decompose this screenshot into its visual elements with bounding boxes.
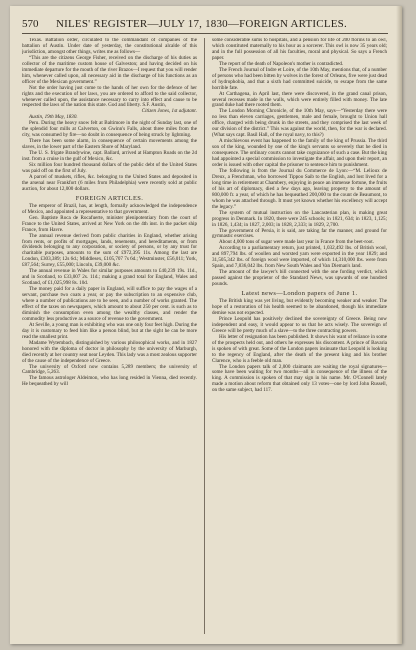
- signature: Citizen Jones, 1st adjutant.: [141, 108, 197, 115]
- paragraph: The university of Oxford now contains 5,289 members; the university of Cambridge, 5,263.: [22, 363, 197, 376]
- paragraph: Texas. Battalion order, circulated to the commandant of companies of the battalion of Austin. Under date of yesterday, the constitutional alcalde of this jurisdiction, amongst other things, writes me as follows—: [22, 38, 197, 55]
- paragraph: Prince Leopold has positively declined the sovereignty of Greece. Being now independent and easy, it would appear to us that he acts wisely. The sovereign of Greece will be pretty much of a slave—to the three contracting powers.: [212, 315, 387, 334]
- paragraph: At Seville, a young man is exhibiting who was one only four feet high. During the day it is customary to feed him like a person blind, but at the sight he can be more read the smallest print.: [22, 321, 197, 340]
- right-column: [212, 38, 387, 636]
- paragraph: The U. S. frigate Brandywine, capt. Ballard, arrived at Hampton Roads on the 2d inst. from a cruise in the gulf of Mexico, &c.: [22, 150, 197, 163]
- header-rule: [22, 33, 388, 34]
- paragraph: About 4,000 tons of sugar were made last year in France from the beet-root.: [219, 239, 374, 246]
- paragraph: Gen. Baptiste Roca de Rocafuerte, minister plenipotentiary from the court of France to the United States, arrived at New York on the 4th inst. in the packet ship France, from Havre.: [22, 214, 197, 233]
- paragraph: There has been some alarm, in consequence of certain movements among the slaves, in the lower part of the Eastern Shore of Maryland.: [22, 138, 197, 151]
- paragraph: The following is from the Journal du Commerce de Lyon:—“M. Lelioux de Dreux, a Frenchman, who borrowed Tippoo Saib to the English, and lost lived for a long time in retirement at Chambery, enjoying in peace an immense fortune, the fruits of his art of diplomacy, died a few days ago, leaving property to the amount of 800,000 fr. a year, of which he has bequeathed 200,000 to the count de Beaumont, to whom he was attached through. It must yet known whether his excellency will accept the legacy.”: [212, 167, 387, 210]
- page-gutter-shadow: [396, 6, 402, 644]
- paragraph: The system of mutual instruction on the Lancasterian plan, is making great progress in Denmark. In 1820, there were 245 schools; in 1821, 634; in 1823, 1,125; in 1826, 1,434; in 1827, 2,003; in 1828, 2,333; in 1829, 2,700.: [212, 209, 387, 228]
- paragraph: A parcel of muskets, rifles, &c. belonging to the United States and deposited in the arsenal near Frankfort (6 miles from Philadelphia) were recently sold at public auction, for about 12,000 dollars.: [22, 173, 197, 192]
- paragraph: The famous astrologer Aldeimon, who has long resided in Vienna, died recently. He bequeathed by will: [22, 375, 197, 388]
- page-header: [22, 18, 388, 32]
- paragraph: The annual revenue in Wales for similar purposes amounts to £40,239 19s. 11d., and in Scotland, to £33,007 2s. 11d.; making a grand total for England, Wales and Scotland, of £1,025,998 8s. 10d.: [22, 268, 197, 287]
- column-divider: [204, 38, 205, 634]
- section-heading: Latest news—London papers of June 1.: [241, 290, 358, 298]
- paragraph: The government of Persia, it is said, are taking far the manner, and ground for gymnastic exercises.: [212, 227, 387, 240]
- paragraph: According to a parliamentary return, just printed, 1,032,492 lbs. of British wool, and 897,794 lbs. of woollen and worsted yarn were exported in the year 1829; and 31,505,342 lbs. of foreign wool were imported, of which 14,310,000 lbs. were from Spain, and 7,836,042 lbs. from New South Wales and Van Dieman's land.: [212, 245, 387, 270]
- paragraph: The report of the death of Napoleon's mother is contradicted.: [219, 60, 344, 67]
- section-heading: FOREIGN ARTICLES.: [75, 194, 144, 202]
- paragraph: Not the order having just come to the hands of her own for the defence of her rights and the execution of her laws, you are ordered to afford to the said collector, whenever called upon, the assistance necessary to carry into effect and cause to be respected the laws of the nation this state. God and liberty. S.F. Austin,: [22, 84, 197, 109]
- paragraph: The London papers talk of 2,000 claimants are waiting the royal signatures—some have been waiting for two months—all in consequence of the illness of the king. A commission is spoken of that may sign in his name. Mr. O'Connell lately made a motion about reform that obtained only 13 votes—one by lord John Russell, on the same subject, had 117.: [212, 363, 387, 394]
- newspaper-page: [10, 6, 402, 644]
- left-column: [22, 38, 197, 636]
- paragraph: Six million four hundred thousand dollars of the public debt of the United States was paid off on the first of July.: [22, 162, 197, 174]
- paragraph: His letter of resignation has been published. It shows his want of reliance in some of the prospects held out, and others he expresses his discontent. A prince of Bavaria is spoken of with great. Some of the London papers insinuate that Leopold is looking to the regency of England, after the death of the present king and his brother Clarence, who is a feeble old man.: [212, 333, 387, 364]
- paragraph: The French Journal of Indre et Loire, of the 10th May, mentions that, of a number of persons who had been bitten by wolves in the forest of Orleans, five were just dead of hydrophobia, and that a sixth had committed suicide, to escape from the same horrible fate.: [212, 66, 387, 91]
- paragraph: The money paid for a daily paper in England, will suffice to pay the wages of a servant, purchase two coats a year, or pay the subscription to an expensive club, where a number of publications are to be seen, and a number of works granted. The effect of the taxes on newspapers, which amount to about 250 per cent. is such as to diminish the consumption even among the wealthy classes, and render the commodity less productive as a source of revenue to the government.: [22, 286, 197, 322]
- paragraph: The annual revenue derived from public charities in England, whether arising from rents, or profits of mortgages, lands, tenements, and hereditaments, or from dividends belonging to any corporation, or society of persons, or by any trust for charitable purposes, amounts to the sum of £972,395 11s. Among the last are London, £303,389; 12s 6d.; Middlesex, £105,707 7s 6d.; Westminster, £56,011; York, £87,564; Surrey, £55,000; Lincoln, £39,000 &c.: [22, 232, 197, 269]
- paragraph: The emperor of Brazil, has, at length, formally acknowledged the independence of Mexico, and appointed a representative to that government.: [22, 202, 197, 215]
- paragraph: Peru. During the heavy snow felt at Baltimore in the night of Sunday last, one of the splendid four mills at Calverton, on Gwinn's Falls, about three miles from the city, was consumed by fire—no doubt in consequence of being struck by lightning.: [22, 120, 197, 139]
- page-number: 570: [22, 18, 39, 30]
- paragraph: At Carthagena, in April last, there were discovered, in the grand canal prison, several recesses made in the walls, which were entirely filled with money. The late grand duke had there rooted them.: [212, 90, 387, 109]
- paragraph: A mischievous event has happened to the family of the king of Prussia. The third son of the king, wounded by one of the king's servants so severely that he died in consequence. The ordinary courts cannot take cognizance of such a case. But the king had appointed a special commission to investigate the affair, and upon their report, an order is issued with other capital the prisoner to sentence him to punishment.: [212, 138, 387, 169]
- paragraph: The London Morning Chronicle, of the 10th May, says—“Yesterday there were no less than eleven carriages, gentlemen, male and female, brought to Union hall office, charged with being drunk in the streets, and they comprised the last week of our division of the district.” This was against the world, then, for the war is declared. (What says capt. Basil Hall, of the royal navy, to this?): [212, 108, 387, 139]
- paragraph: The amount of the lawyer's bill connected with the one fording verdict, which passed against the proprietor of the Standard News, was upwards of one hundred pounds.: [212, 269, 387, 288]
- paragraph: some considerable sums to hospitals, and a pension for life of 200 florins to an owl, which constituted maternally to his hour as a sorcerer. This owl is now 35 years old; and in the full possession of all his faculties, moral and physical. So says a French paper.: [212, 38, 387, 61]
- paragraph: The British king was yet living, but evidently becoming weaker and weaker. The hope of a restoration of his health seemed to be abandoned, though his immediate demise was not expected.: [212, 298, 387, 316]
- paragraph: Madame Wytembach, distinguished by various philosophical works, and in 1827 honored with the diploma of doctor in philosophy by the university of Marburgh, died recently at her country seat near Leyden. This lady was a most zealous supporter of the cause of the independence of Greece.: [22, 339, 197, 364]
- running-title: NILES' REGISTER—JULY 17, 1830—FOREIGN ARTICLES.: [56, 18, 347, 30]
- dateline: Austin, 19th May, 1830.: [29, 114, 78, 121]
- paragraph: “This are the citizens George Fisher, received on the discharge of his duties as collector of the maritime custom house of Galveston; and having decided on his immediate departure for the mouth of the river Brazos—I request that you will render him, whenever called upon, all necessary aid in the discharge of his functions as an officer of the Mexican government.”: [22, 54, 197, 85]
